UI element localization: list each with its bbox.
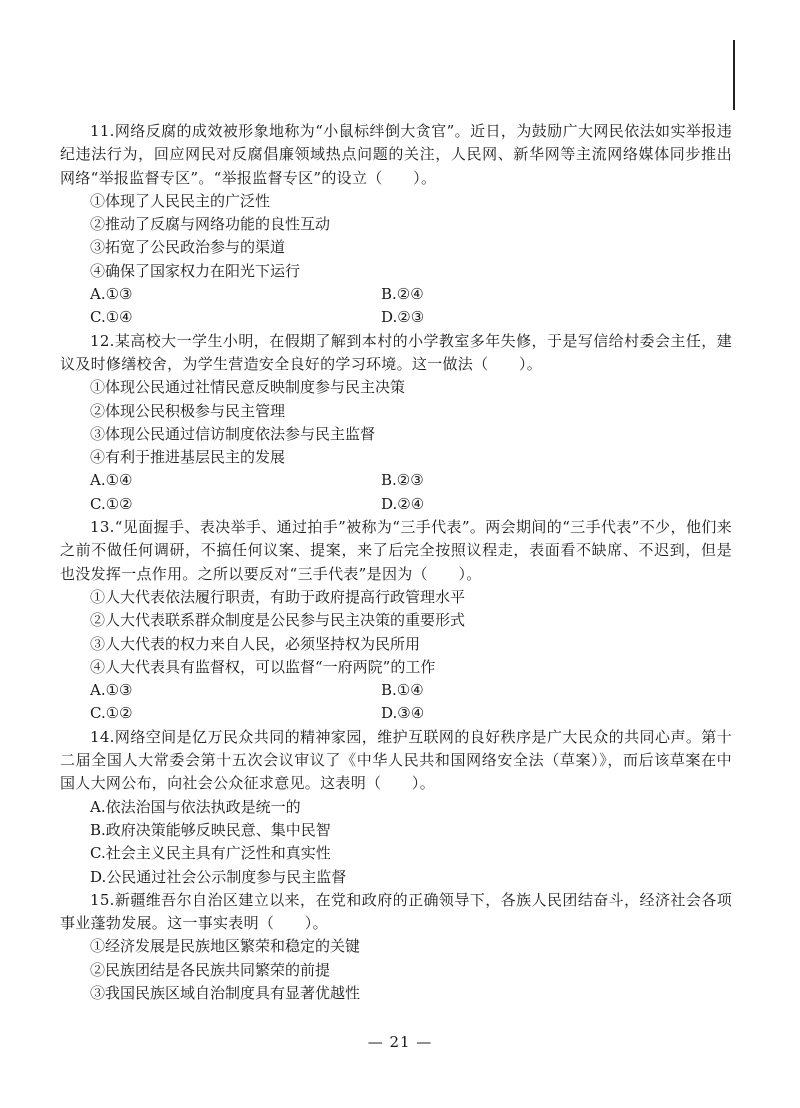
statement: ③体现公民通过信访制度依法参与民主监督: [90, 424, 376, 443]
statement: ①人大代表依法履行职责，有助于政府提高行政管理水平: [90, 587, 466, 606]
question-stem: 13.“见面握手、表决举手、通过拍手”被称为“三手代表”。两会期间的“三手代表”不少，他们来之前不做任何调研，不搞任何议案、提案，来了后完全按照议程走，表面看不缺席、不迟到，但是也没发挥一点作用。之所以要反对“三手代表”是因为（ ）。: [60, 518, 732, 583]
statement: ①体现了人民民主的广泛性: [90, 191, 271, 210]
option-d: D.公民通过社会公示制度参与民主监督: [90, 867, 347, 886]
statement: ②推动了反腐与网络功能的良性互动: [90, 215, 331, 234]
option-c: C.①②: [90, 704, 133, 723]
statement: ①经济发展是民族地区繁荣和稳定的关键: [90, 937, 361, 956]
option-c: C.①④: [90, 308, 133, 327]
statement: ③我国民族区域自治制度具有显著优越性: [90, 983, 361, 1002]
option-a: A.①③: [90, 681, 133, 700]
statement: ②人大代表联系群众制度是公民参与民主决策的重要形式: [90, 611, 466, 630]
option-d: D.③④: [381, 704, 425, 723]
question-13: [60, 516, 732, 726]
answer-options: [60, 679, 732, 726]
answer-options: [60, 469, 732, 516]
exam-page-content: [60, 120, 732, 1005]
question-12: [60, 330, 732, 516]
option-c: C.①②: [90, 494, 133, 513]
question-stem: 14.网络空间是亿万民众共同的精神家园，维护互联网的良好秩序是广大民众的共同心声。第十二届全国人大常委会第十五次会议审议了《中华人民共和国网络安全法（草案）》，而后该草案在中国人大网公布，向社会公众征求意见。这表明（ ）。: [60, 727, 732, 793]
statement: ④确保了国家权力在阳光下运行: [90, 261, 301, 280]
question-stem: 12.某高校大一学生小明，在假期了解到本村的小学教室多年失修，于是写信给村委会主任，建议及时修缮校舍，为学生营造安全良好的学习环境。这一做法（ ）。: [60, 331, 732, 373]
option-c: C.社会主义民主具有广泛性和真实性: [90, 844, 331, 863]
question-stem: 15.新疆维吾尔自治区建立以来，在党和政府的正确领导下，各族人民团结奋斗，经济社会各项事业蓬勃发展。这一事实表明（ ）。: [60, 890, 732, 933]
answer-options: [60, 283, 732, 330]
statement: ②体现公民积极参与民主管理: [90, 401, 286, 420]
page-number: — 21 —: [367, 1033, 433, 1051]
scan-edge-line: [733, 40, 735, 110]
option-b: B.②③: [381, 471, 424, 490]
option-b: B.②④: [381, 285, 424, 304]
statement: ④有利于推进基层民主的发展: [90, 448, 286, 467]
statement: ④人大代表具有监督权，可以监督“一府两院”的工作: [90, 657, 436, 676]
statement: ①体现公民通过社情民意反映制度参与民主决策: [90, 378, 406, 397]
statement: ③人大代表的权力来自人民，必须坚持权为民所用: [90, 634, 421, 653]
option-d: D.②③: [381, 308, 425, 327]
statement: ②民族团结是各民族共同繁荣的前提: [90, 960, 331, 979]
question-14: [60, 726, 732, 889]
question-stem: 11.网络反腐的成效被形象地称为“小鼠标绊倒大贪官”。近日，为鼓励广大网民依法如实举报违纪违法行为，回应网民对反腐倡廉领域热点问题的关注，人民网、新华网等主流网络媒体同步推出网络“举报监督专区”。“举报监督专区”的设立（ ）。: [60, 122, 732, 187]
question-15: [60, 889, 732, 1005]
question-11: [60, 120, 732, 330]
option-a: A.①③: [90, 285, 133, 304]
option-a: A.①④: [90, 471, 133, 490]
option-b: B.政府决策能够反映民意、集中民智: [90, 820, 331, 839]
option-b: B.①④: [381, 681, 424, 700]
statement: ③拓宽了公民政治参与的渠道: [90, 238, 286, 257]
option-d: D.②④: [381, 494, 425, 513]
option-a: A.依法治国与依法执政是统一的: [90, 797, 301, 816]
